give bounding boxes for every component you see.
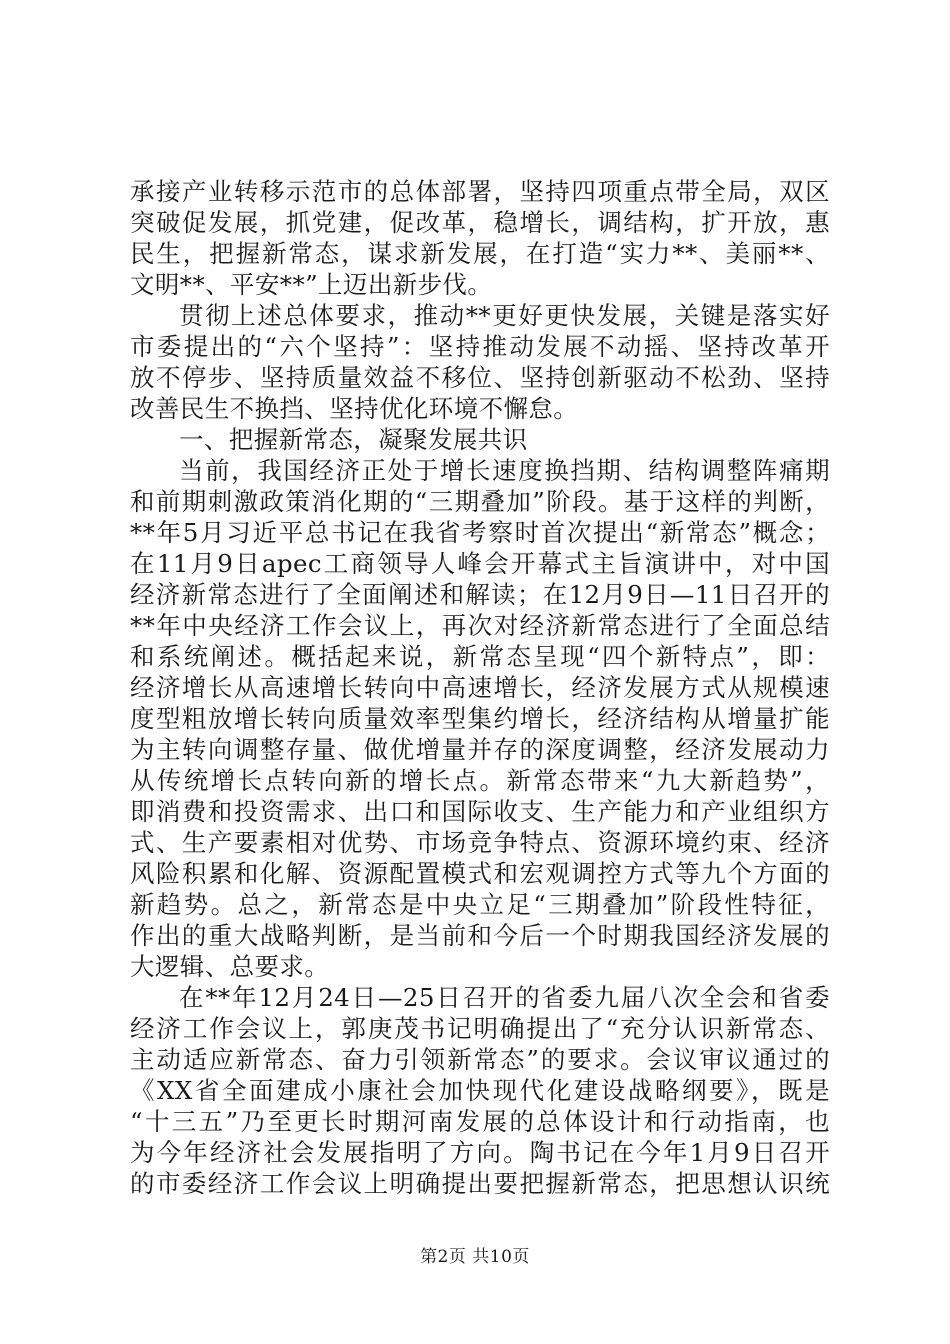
text-line: 突破促发展，抓党建，促改革，稳增长，调结构，扩开放，惠 [130,208,830,237]
text-line: 在11月9日apec工商领导人峰会开幕式主旨演讲中，对中国 [130,549,830,578]
text-line: 度型粗放增长转向质量效率型集约增长，经济结构从增量扩能 [130,704,830,733]
text-line: 和系统阐述。概括起来说，新常态呈现“四个新特点”，即： [130,642,830,671]
text-line: “十三五”乃至更长时期河南发展的总体设计和行动指南，也 [130,1107,830,1136]
text-line: 和前期刺激政策消化期的“三期叠加”阶段。基于这样的判断， [130,487,830,516]
text-line: 大逻辑、总要求。 [130,952,330,981]
text-line: 的市委经济工作会议上明确提出要把握新常态，把思想认识统 [130,1169,830,1198]
text-line: 主动适应新常态、奋力引领新常态”的要求。会议审议通过的 [130,1045,830,1074]
text-line: 经济增长从高速增长转向中高速增长，经济发展方式从规模速 [130,673,830,702]
text-line: 为今年经济社会发展指明了方向。陶书记在今年1月9日召开 [130,1138,830,1167]
text-line: 一、把握新常态，凝聚发展共识 [179,425,528,454]
text-line: **年5月习近平总书记在我省考察时首次提出“新常态”概念； [130,518,830,547]
text-line: 改善民生不换挡、坚持优化环境不懈怠。 [130,394,579,423]
text-line: 作出的重大战略判断，是当前和今后一个时期我国经济发展的 [130,921,830,950]
text-line: 文明**、平安**”上迈出新步伐。 [130,270,493,299]
text-line: 经济工作会议上，郭庚茂书记明确提出了“充分认识新常态、 [130,1014,830,1043]
text-line: 式、生产要素相对优势、市场竞争特点、资源环境约束、经济 [130,828,830,857]
document-body [130,176,830,1199]
text-line: 为主转向调整存量、做优增量并存的深度调整，经济发展动力 [130,735,830,764]
text-line: 承接产业转移示范市的总体部署，坚持四项重点带全局，双区 [130,177,830,206]
text-line: 即消费和投资需求、出口和国际收支、生产能力和产业组织方 [130,797,830,826]
text-line: 新趋势。总之，新常态是中央立足“三期叠加”阶段性特征， [130,890,830,919]
text-line: 《XX省全面建成小康社会加快现代化建设战略纲要》，既是 [130,1076,830,1105]
text-line: 在**年12月24日—25日召开的省委九届八次全会和省委 [179,983,830,1012]
text-line: 经济新常态进行了全面阐述和解读；在12月9日—11日召开的 [130,580,830,609]
text-line: 从传统增长点转向新的增长点。新常态带来“九大新趋势”， [130,766,830,795]
page-number-footer: 第2页 共10页 [420,1247,530,1267]
text-line: 放不停步、坚持质量效益不移位、坚持创新驱动不松劲、坚持 [130,363,830,392]
text-line: 市委提出的“六个坚持”：坚持推动发展不动摇、坚持改革开 [130,332,830,361]
text-line: 风险积累和化解、资源配置模式和宏观调控方式等九个方面的 [130,859,830,888]
text-line: **年中央经济工作会议上，再次对经济新常态进行了全面总结 [130,611,830,640]
text-line: 民生，把握新常态，谋求新发展，在打造“实力**、美丽**、 [130,239,830,268]
text-line: 当前，我国经济正处于增长速度换挡期、结构调整阵痛期 [179,456,830,485]
text-line: 贯彻上述总体要求，推动**更好更快发展，关键是落实好 [179,301,830,330]
